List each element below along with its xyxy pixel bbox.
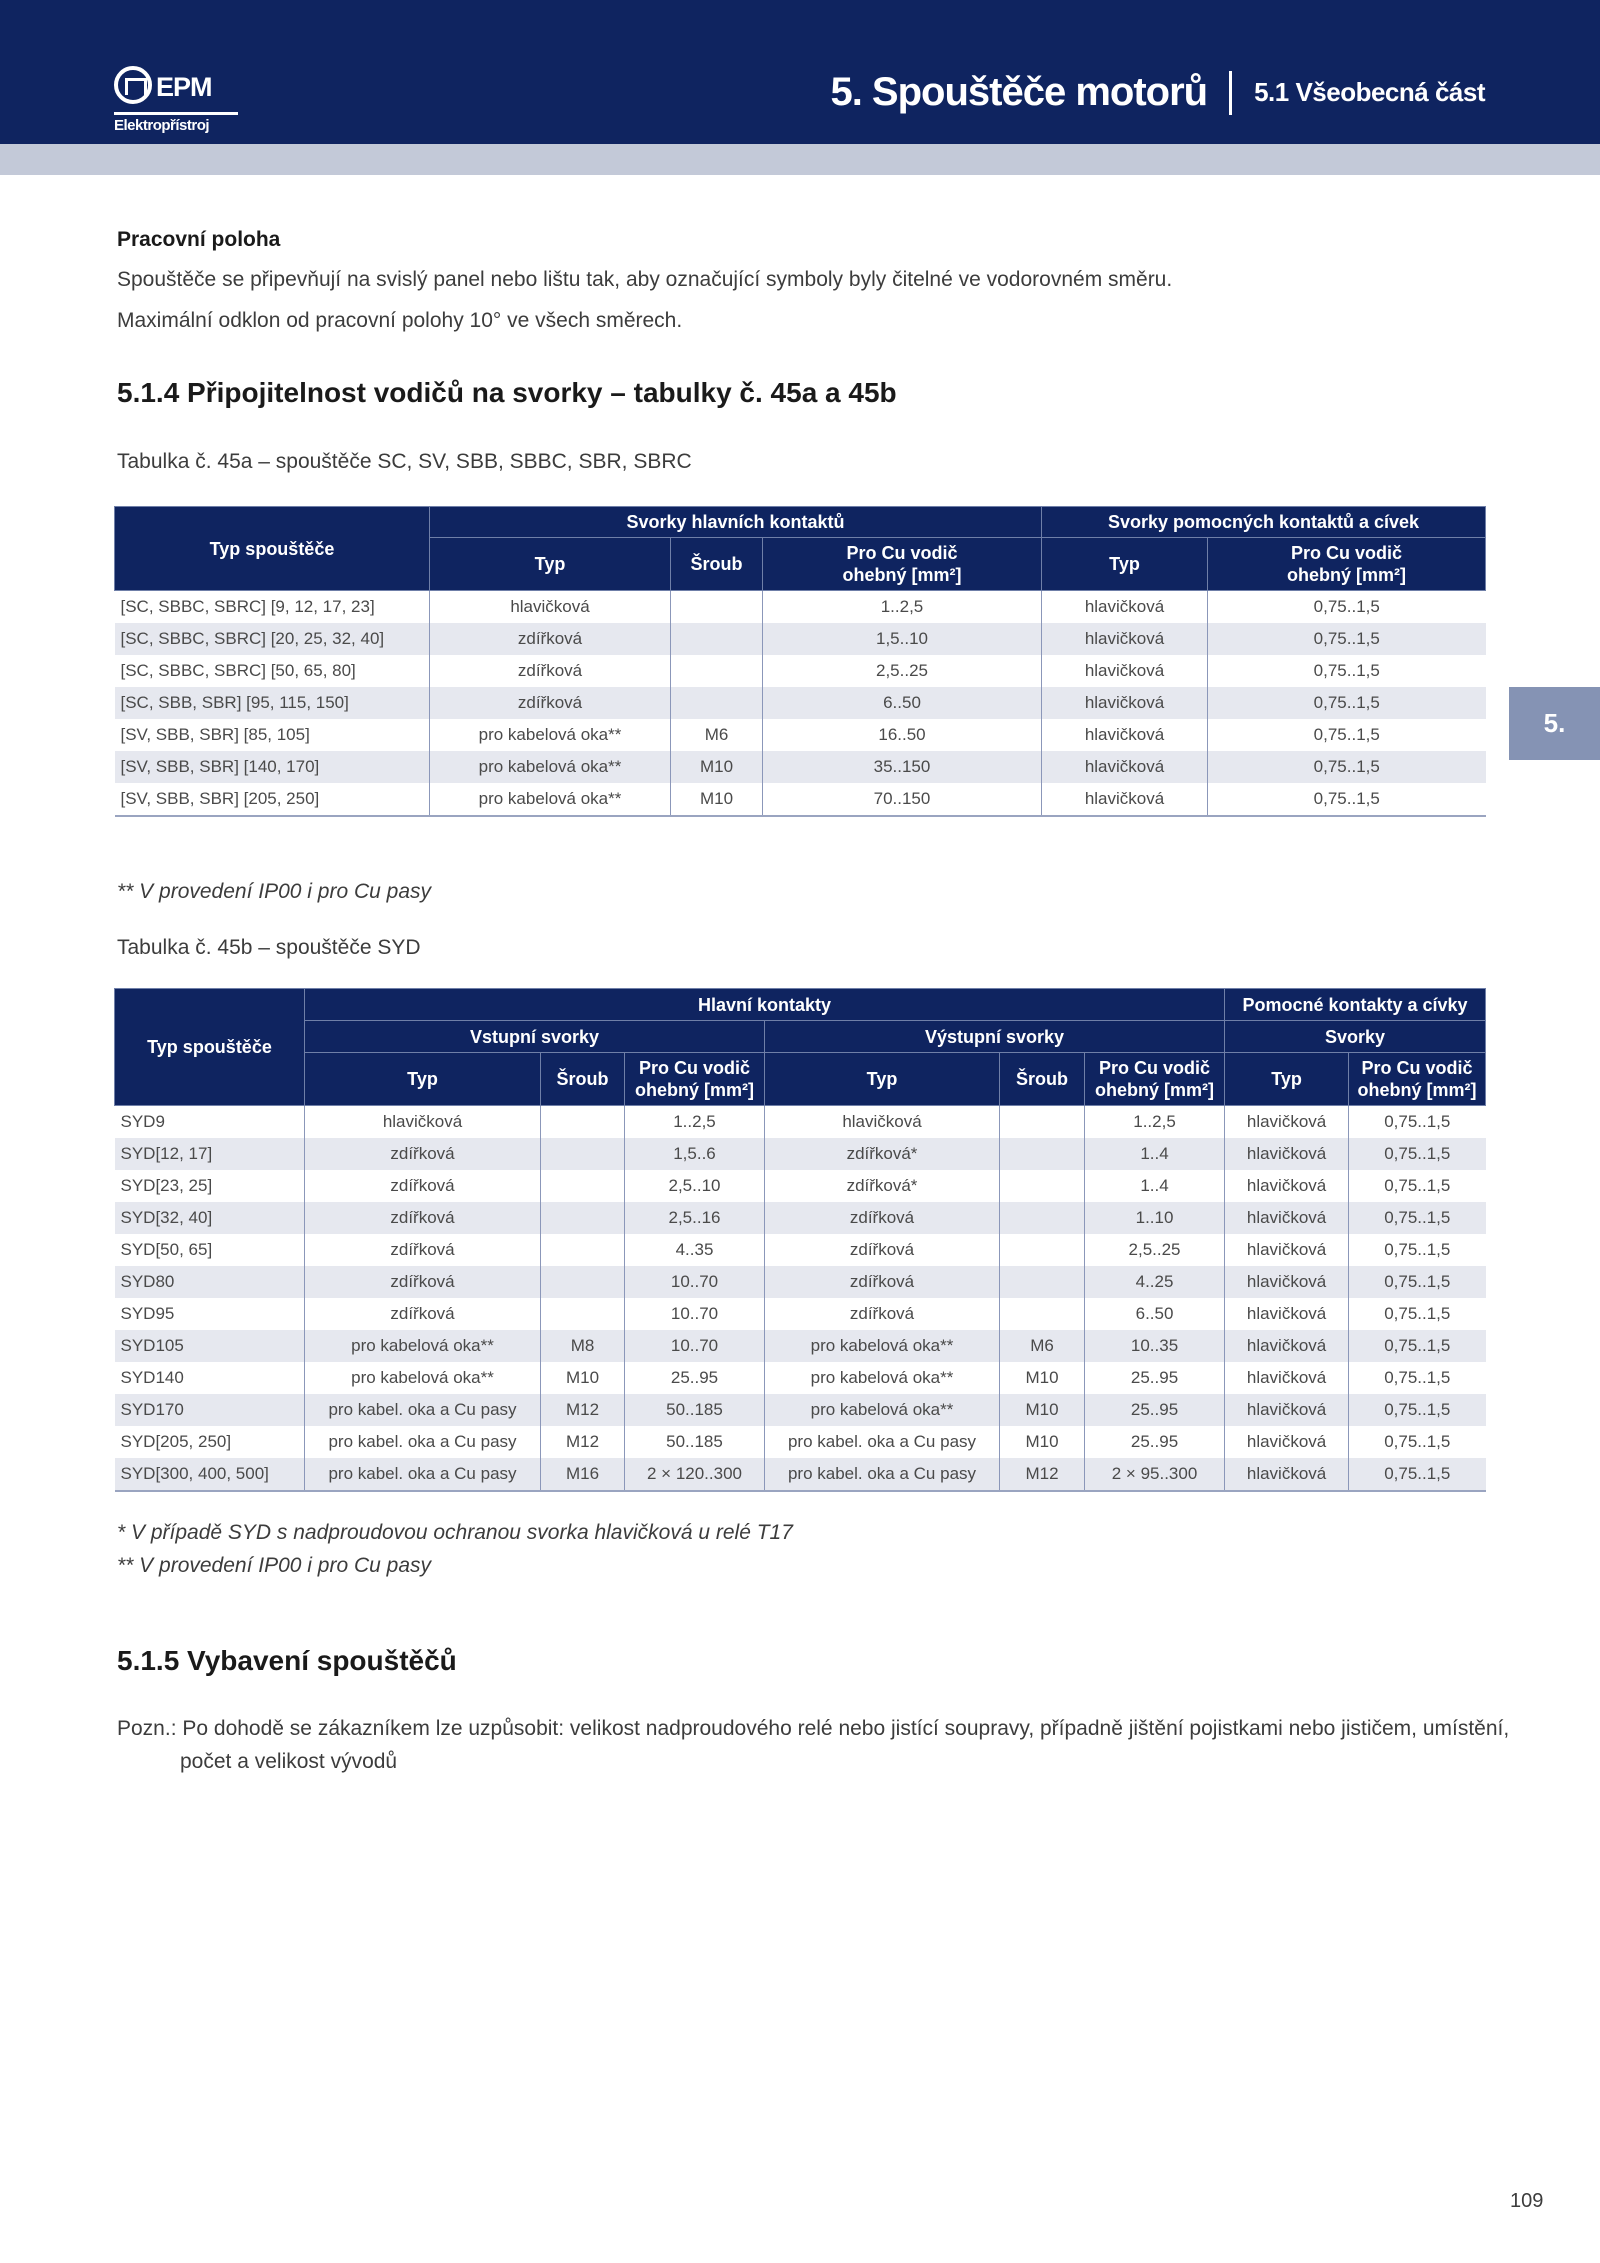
table-cell: pro kabelová oka**	[305, 1362, 541, 1394]
table-cell: 1,5..6	[625, 1138, 765, 1170]
table-cell	[671, 591, 763, 624]
logo-text: EPM	[156, 72, 212, 102]
row-type-cell: [SC, SBBC, SBRC] [50, 65, 80]	[120, 661, 356, 680]
header-aux-contacts: Svorky pomocných kontaktů a cívek	[1042, 507, 1486, 538]
note-line: Pozn.: Po dohodě se zákazníkem lze uzpůsobit: velikost nadproudového relé nebo jistící soupravy, případně jištění pojistkami nebo jističem, umístění,	[117, 1717, 1510, 1740]
table-row	[115, 719, 1486, 751]
header-main-contacts: Hlavní kontakty	[305, 989, 1225, 1021]
table-cell: 0,75..1,5	[1349, 1234, 1486, 1266]
header-screw: Šroub	[1000, 1053, 1085, 1106]
table-row	[115, 1202, 1486, 1234]
table-cell: zdířková	[430, 623, 671, 655]
header-typ: Typ	[430, 538, 671, 591]
table-cell: hlavičková	[1225, 1138, 1349, 1170]
table-cell: hlavičková	[1042, 655, 1208, 687]
table-row	[115, 1170, 1486, 1202]
table-cell: zdířková*	[765, 1170, 1000, 1202]
chapter-name: 5. Spouštěče motorů	[830, 70, 1208, 114]
table-cell: M8	[541, 1330, 625, 1362]
table-cell: 0,75..1,5	[1208, 591, 1486, 624]
table-cell: zdířková	[765, 1234, 1000, 1266]
table-row	[115, 1362, 1486, 1394]
row-type-cell: SYD[50, 65]	[120, 1240, 213, 1259]
table-row	[115, 1426, 1486, 1458]
table-45b-footnote: ** V provedení IP00 i pro Cu pasy	[117, 1554, 432, 1577]
row-type-cell: SYD170	[115, 1394, 305, 1426]
table-cell	[541, 1106, 625, 1139]
table-45a-caption: Tabulka č. 45a – spouštěče SC, SV, SBB, SBBC, SBR, SBRC	[117, 450, 692, 473]
table-cell: hlavičková	[305, 1106, 541, 1139]
table-cell: zdířková	[305, 1170, 541, 1202]
section-name: 5.1 Všeobecná část	[1254, 77, 1485, 107]
table-cell: 25..95	[1085, 1426, 1225, 1458]
row-type-cell: SYD[32, 40]	[115, 1202, 305, 1234]
table-cell: hlavičková	[1225, 1170, 1349, 1202]
table-row	[115, 1458, 1486, 1491]
table-cell: 0,75..1,5	[1208, 719, 1486, 751]
section-heading-514: 5.1.4 Připojitelnost vodičů na svorky – tabulky č. 45a a 45b	[117, 377, 897, 408]
table-cell	[671, 655, 763, 687]
table-cell: pro kabelová oka**	[765, 1362, 1000, 1394]
table-row	[115, 687, 1486, 719]
table-45b-footnote: * V případě SYD s nadproudovou ochranou svorka hlavičková u relé T17	[117, 1521, 793, 1544]
table-cell: 1..10	[1085, 1202, 1225, 1234]
table-cell: 0,75..1,5	[1208, 687, 1486, 719]
row-type-cell: SYD105	[115, 1330, 305, 1362]
title-separator	[1229, 71, 1232, 115]
table-cell	[541, 1234, 625, 1266]
table-cell: 1,5..10	[763, 623, 1042, 655]
table-cell: zdířková	[305, 1234, 541, 1266]
table-cell	[1000, 1298, 1085, 1330]
table-cell: 70..150	[763, 783, 1042, 816]
table-cell: M10	[671, 751, 763, 783]
row-type-cell: SYD95	[120, 1304, 175, 1323]
logo-subtext: Elektropřístroj	[114, 117, 210, 134]
chapter-side-tab: 5.	[1509, 687, 1600, 760]
table-cell: 0,75..1,5	[1349, 1170, 1486, 1202]
header-typ: Typ	[305, 1053, 541, 1106]
header-aux-contacts: Pomocné kontakty a cívky	[1225, 989, 1486, 1021]
table-cell	[1000, 1106, 1085, 1139]
intro-line: Maximální odklon od pracovní polohy 10° ve všech směrech.	[117, 309, 683, 332]
table-cell	[541, 1266, 625, 1298]
table-cell: 25..95	[625, 1362, 765, 1394]
table-cell: 25..95	[1085, 1394, 1225, 1426]
row-type-cell: [SC, SBBC, SBRC] [9, 12, 17, 23]	[120, 597, 375, 616]
table-cell: hlavičková	[1225, 1458, 1349, 1491]
table-cell: pro kabelová oka**	[765, 1394, 1000, 1426]
table-cell: pro kabel. oka a Cu pasy	[305, 1458, 541, 1491]
table-cell: 0,75..1,5	[1349, 1106, 1486, 1139]
table-cell: 6..50	[1085, 1298, 1225, 1330]
intro-heading: Pracovní poloha	[117, 228, 281, 251]
header-cu-line: ohebný [mm²]	[1287, 565, 1406, 585]
table-cell: 0,75..1,5	[1349, 1298, 1486, 1330]
table-cell: 1..2,5	[1085, 1106, 1225, 1139]
table-cell: hlavičková	[1225, 1394, 1349, 1426]
table-row	[115, 1266, 1486, 1298]
page-number: 109	[1510, 2190, 1544, 2212]
row-type-cell: [SC, SBB, SBR] [95, 115, 150]	[115, 687, 430, 719]
table-cell: M10	[541, 1362, 625, 1394]
table-cell	[541, 1202, 625, 1234]
table-cell	[541, 1170, 625, 1202]
table-row	[115, 655, 1486, 687]
table-cell	[1000, 1266, 1085, 1298]
table-row	[115, 623, 1486, 655]
note-line: počet a velikost vývodů	[180, 1750, 398, 1773]
table-cell: hlavičková	[1042, 719, 1208, 751]
table-cell: 6..50	[763, 687, 1042, 719]
table-cell: zdířková*	[765, 1138, 1000, 1170]
header-cu-line: Pro Cu vodič	[846, 543, 958, 563]
table-cell: hlavičková	[1042, 623, 1208, 655]
table-cell: hlavičková	[1225, 1106, 1349, 1139]
header-cu	[1208, 538, 1486, 591]
header-cu-line: Pro Cu vodič	[1361, 1058, 1473, 1078]
table-cell: 4..25	[1085, 1266, 1225, 1298]
table-cell: zdířková	[305, 1266, 541, 1298]
table-cell: M10	[671, 783, 763, 816]
row-type-cell: [SC, SBBC, SBRC] [20, 25, 32, 40]	[115, 623, 430, 655]
header-screw: Šroub	[541, 1053, 625, 1106]
table-cell: 10..70	[625, 1266, 765, 1298]
table-cell: 2,5..25	[1085, 1234, 1225, 1266]
row-type-cell: SYD[12, 17]	[115, 1138, 305, 1170]
table-cell: pro kabelová oka**	[430, 783, 671, 816]
table-cell	[1000, 1202, 1085, 1234]
table-cell: 10..70	[625, 1298, 765, 1330]
table-cell: pro kabel. oka a Cu pasy	[765, 1426, 1000, 1458]
table-cell: 0,75..1,5	[1349, 1362, 1486, 1394]
table-cell: zdířková	[305, 1138, 541, 1170]
logo-emblem-icon	[114, 66, 152, 104]
table-cell: 50..185	[625, 1426, 765, 1458]
table-cell: 10..35	[1085, 1330, 1225, 1362]
header-cu-line: ohebný [mm²]	[842, 565, 962, 585]
table-cell: 1..2,5	[763, 591, 1042, 624]
table-cell: pro kabelová oka**	[305, 1330, 541, 1362]
table-cell: M10	[1000, 1426, 1085, 1458]
table-cell: M16	[541, 1458, 625, 1491]
table-cell: 2 × 120..300	[625, 1458, 765, 1491]
table-cell: pro kabel. oka a Cu pasy	[305, 1394, 541, 1426]
table-cell: 2 × 95..300	[1085, 1458, 1225, 1491]
table-cell: zdířková	[430, 687, 671, 719]
table-cell: 0,75..1,5	[1349, 1426, 1486, 1458]
table-cell: hlavičková	[1225, 1234, 1349, 1266]
table-45a	[114, 506, 1486, 817]
table-row	[115, 1138, 1486, 1170]
table-row	[115, 1330, 1486, 1362]
table-cell: zdířková	[430, 655, 671, 687]
table-cell: pro kabel. oka a Cu pasy	[765, 1458, 1000, 1491]
row-type-cell: SYD80	[115, 1266, 305, 1298]
row-type-cell: [SV, SBB, SBR] [205, 250]	[115, 783, 430, 816]
table-cell: hlavičková	[1042, 783, 1208, 816]
table-row	[115, 1298, 1486, 1330]
table-cell: M6	[1000, 1330, 1085, 1362]
table-cell: M10	[1000, 1362, 1085, 1394]
table-cell: hlavičková	[1225, 1266, 1349, 1298]
epm-logo	[114, 66, 244, 138]
table-cell: hlavičková	[1225, 1426, 1349, 1458]
table-cell: pro kabelová oka**	[430, 719, 671, 751]
table-cell: hlavičková	[1042, 591, 1208, 624]
table-cell: hlavičková	[1042, 687, 1208, 719]
row-type-cell: [SV, SBB, SBR] [140, 170]	[115, 751, 430, 783]
table-cell: 0,75..1,5	[1349, 1394, 1486, 1426]
header-cu-line: ohebný [mm²]	[635, 1080, 754, 1100]
table-cell: M10	[1000, 1394, 1085, 1426]
table-cell: 1..4	[1085, 1138, 1225, 1170]
table-cell: hlavičková	[1042, 751, 1208, 783]
table-cell: 4..35	[625, 1234, 765, 1266]
table-cell: M6	[671, 719, 763, 751]
header-cu-line: Pro Cu vodič	[638, 1058, 750, 1078]
table-cell: 0,75..1,5	[1349, 1266, 1486, 1298]
table-cell: 1..4	[1085, 1170, 1225, 1202]
table-cell: 0,75..1,5	[1349, 1202, 1486, 1234]
table-cell	[671, 687, 763, 719]
table-cell: pro kabelová oka**	[430, 751, 671, 783]
table-cell: 0,75..1,5	[1349, 1458, 1486, 1491]
header-cu	[1085, 1053, 1225, 1106]
table-cell: hlavičková	[1225, 1202, 1349, 1234]
section-heading-515: 5.1.5 Vybavení spouštěčů	[117, 1645, 457, 1676]
header-main-contacts: Svorky hlavních kontaktů	[430, 507, 1042, 538]
table-cell: 0,75..1,5	[1349, 1138, 1486, 1170]
table-row	[115, 591, 1486, 624]
table-cell: 2,5..10	[625, 1170, 765, 1202]
table-cell: hlavičková	[430, 591, 671, 624]
header-cu-line: Pro Cu vodič	[1099, 1058, 1211, 1078]
header-band	[0, 144, 1600, 175]
table-cell: hlavičková	[1225, 1330, 1349, 1362]
table-cell: 35..150	[763, 751, 1042, 783]
table-cell: M12	[541, 1394, 625, 1426]
header-type: Typ spouštěče	[115, 989, 305, 1106]
table-cell: 2,5..16	[625, 1202, 765, 1234]
header-typ: Typ	[1225, 1053, 1349, 1106]
table-row	[115, 1106, 1486, 1139]
table-cell: pro kabel. oka a Cu pasy	[305, 1426, 541, 1458]
header-aux-terminals: Svorky	[1225, 1021, 1486, 1053]
header-cu	[1349, 1053, 1486, 1106]
table-45b-caption: Tabulka č. 45b – spouštěče SYD	[117, 936, 421, 959]
header-cu-line: Pro Cu vodič	[1290, 543, 1402, 563]
table-row	[115, 751, 1486, 783]
table-cell: 50..185	[625, 1394, 765, 1426]
table-cell: 0,75..1,5	[1208, 751, 1486, 783]
table-cell: 10..70	[625, 1330, 765, 1362]
table-cell: zdířková	[305, 1202, 541, 1234]
table-cell: M12	[1000, 1458, 1085, 1491]
table-45b	[114, 988, 1486, 1492]
table-row	[115, 783, 1486, 816]
logo-divider	[114, 112, 238, 115]
table-cell	[1000, 1138, 1085, 1170]
header-type: Typ spouštěče	[115, 507, 430, 591]
table-cell	[1000, 1170, 1085, 1202]
table-cell: 0,75..1,5	[1208, 655, 1486, 687]
table-cell: 0,75..1,5	[1349, 1330, 1486, 1362]
table-cell	[541, 1138, 625, 1170]
table-cell: 1..2,5	[625, 1106, 765, 1139]
table-cell: zdířková	[765, 1202, 1000, 1234]
header-screw: Šroub	[671, 538, 763, 591]
table-cell: hlavičková	[1225, 1298, 1349, 1330]
row-type-cell: SYD[300, 400, 500]	[115, 1458, 305, 1491]
table-cell: 16..50	[763, 719, 1042, 751]
header-typ: Typ	[1042, 538, 1208, 591]
table-45a-footnote: ** V provedení IP00 i pro Cu pasy	[117, 880, 432, 903]
table-cell: zdířková	[765, 1298, 1000, 1330]
table-row	[115, 1394, 1486, 1426]
row-type-cell: [SV, SBB, SBR] [85, 105]	[120, 725, 310, 744]
header-cu-line: ohebný [mm²]	[1095, 1080, 1215, 1100]
table-cell: hlavičková	[765, 1106, 1000, 1139]
header-output-terminals: Výstupní svorky	[765, 1021, 1225, 1053]
table-cell	[1000, 1234, 1085, 1266]
table-cell	[671, 623, 763, 655]
table-row	[115, 1234, 1486, 1266]
table-cell	[541, 1298, 625, 1330]
table-cell: 0,75..1,5	[1208, 623, 1486, 655]
row-type-cell: SYD[205, 250]	[120, 1432, 232, 1451]
table-cell: 25..95	[1085, 1362, 1225, 1394]
header-cu-line: ohebný [mm²]	[1357, 1080, 1477, 1100]
table-cell: zdířková	[305, 1298, 541, 1330]
header-typ: Typ	[765, 1053, 1000, 1106]
table-cell: 0,75..1,5	[1208, 783, 1486, 816]
table-cell: pro kabelová oka**	[765, 1330, 1000, 1362]
table-cell: zdířková	[765, 1266, 1000, 1298]
header-cu	[763, 538, 1042, 591]
table-cell: M12	[541, 1426, 625, 1458]
row-type-cell: SYD9	[120, 1112, 165, 1131]
chapter-title	[830, 70, 1485, 115]
row-type-cell: SYD140	[120, 1368, 184, 1387]
table-cell: hlavičková	[1225, 1362, 1349, 1394]
intro-line: Spouštěče se připevňují na svislý panel nebo lištu tak, aby označující symboly byly čitelné ve vodorovném směru.	[117, 268, 1173, 291]
header-cu	[625, 1053, 765, 1106]
row-type-cell: SYD[23, 25]	[120, 1176, 213, 1195]
table-cell: 2,5..25	[763, 655, 1042, 687]
header-input-terminals: Vstupní svorky	[305, 1021, 765, 1053]
